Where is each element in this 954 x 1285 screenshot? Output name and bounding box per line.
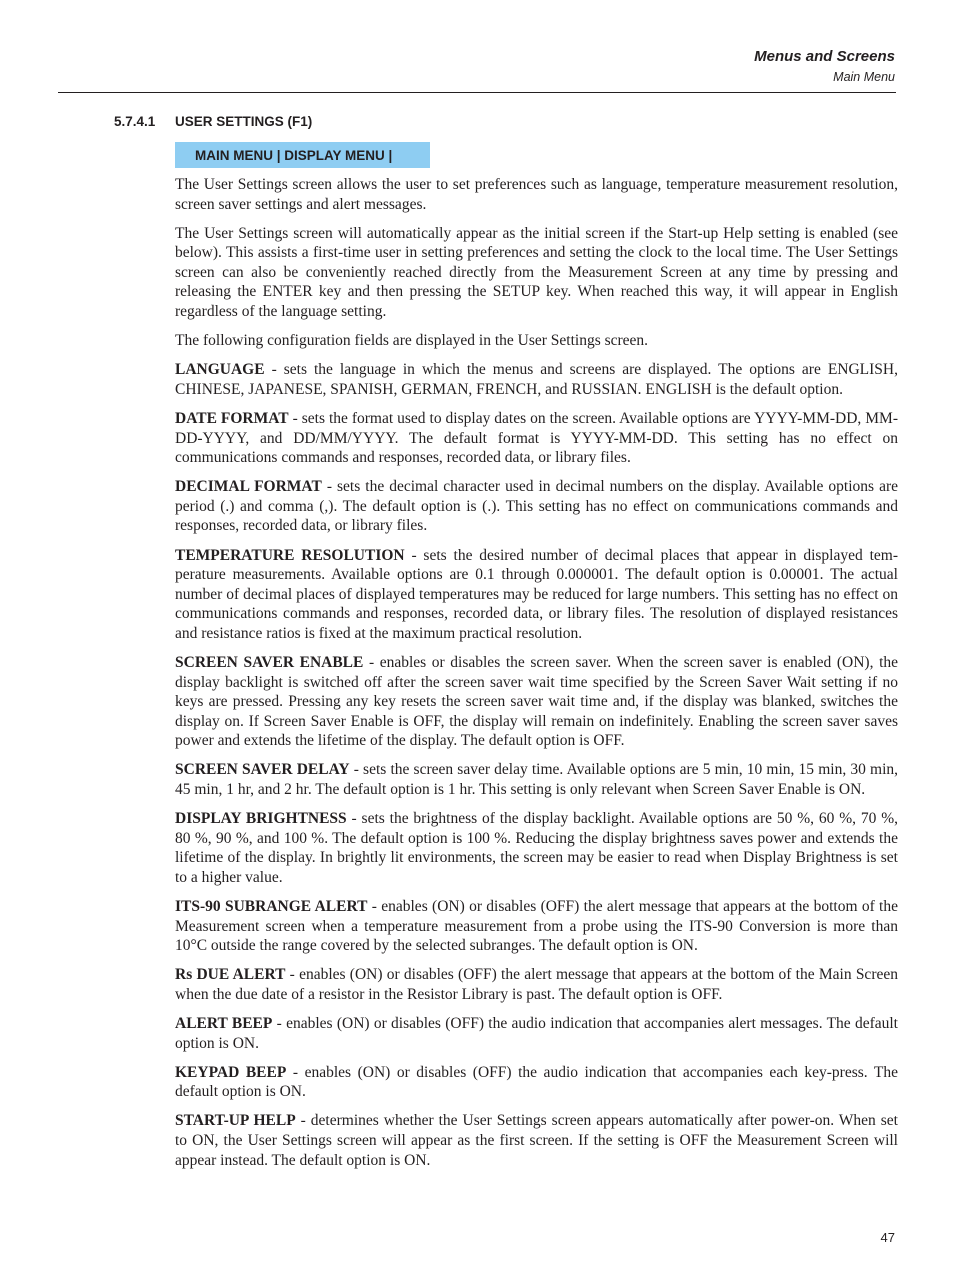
field-term: DISPLAY BRIGHTNESS	[175, 810, 347, 828]
field-screen-saver-enable	[175, 653, 898, 751]
field-display-brightness	[175, 809, 898, 887]
menu-breadcrumb: MAIN MENU | DISPLAY MENU |	[175, 142, 430, 168]
field-decimal-format	[175, 477, 898, 536]
field-screen-saver-delay	[175, 760, 898, 799]
field-description: - sets the screen saver delay time. Available options are 5 min, 10 min, 15 min, 30 min, 45 min, 1 hr, and 2 hr. The default option is 1 hr. This setting is only relevant when Screen Saver Enable is ON.	[175, 761, 898, 799]
field-description: - sets the decimal character used in decimal numbers on the display. Available options are period (.) and comma (,). The default option is (.). This setting has no effect on communications commands and responses, recorded data, or library files.	[175, 478, 898, 535]
page-number: 47	[880, 1230, 895, 1245]
section-number: 5.7.4.1	[114, 114, 156, 129]
field-description: - enables or disables the screen saver. When the screen saver is enabled (ON), the display backlight is switched off after the screen saver wait time specified by the Screen Saver Wait setting if no keys are pressed. Pressing any key resets the screen saver wait time and, if the display was blanked, switches the display on. If Screen Saver Enable is OFF, the display will remain on indefinitely. Enabling the screen saver saves power and extends the lifetime of the display. The default option is OFF.	[175, 653, 898, 750]
field-term: Rs DUE ALERT	[175, 966, 286, 984]
running-header-title: Menus and Screens	[754, 48, 895, 65]
field-description: - enables (ON) or disables (OFF) the audio indication that accompanies alert messages. The default option is ON.	[175, 1014, 898, 1052]
field-term: LANGUAGE	[175, 361, 265, 379]
body-text	[175, 175, 898, 1180]
field-term: TEMPERATURE RESOLUTION	[175, 546, 405, 564]
running-header-subtitle: Main Menu	[833, 70, 895, 84]
section-title: USER SETTINGS (F1)	[175, 114, 313, 129]
field-date-format	[175, 409, 898, 468]
field-term: SCREEN SAVER DELAY	[175, 761, 350, 779]
field-description: - sets the format used to display dates on the screen. Available options are YYYY-MM-DD, MM-DD-YYYY, and DD/MM/YYYY. The default format is YYYY-MM-DD. This setting has no effect on communications commands and responses, recorded data, or library files.	[175, 409, 898, 467]
field-description: - sets the brightness of the display backlight. Available options are 50 %, 60 %, 70 %, 80 %, 90 %, and 100 %. The default option is 100 %. Reducing the display brightness saves power and extends the lifetime of the display. In brightly lit environments, the screen may be easier to read when Display Brightness is set to a higher value.	[175, 810, 898, 886]
intro-paragraph: The User Settings screen allows the user to set preferences such as language, temperature measurement resolution, screen saver settings and alert messages.	[175, 176, 898, 213]
header-rule	[58, 92, 896, 93]
intro-paragraph: The User Settings screen will automatically appear as the initial screen if the Start-up Help setting is enabled (see below). This assists a first-time user in setting preferences and setting the clock to the local time. The User Settings screen can also be conveniently reached directly from the Measurement Screen at any time by pressing and releasing the ENTER key and then pressing the SETUP key. When reached this way, it will appear in English regardless of the language setting.	[175, 224, 898, 321]
field-description: - sets the desired number of decimal places that appear in displayed temperature measurements. Available options are 0.1 through 0.000001. The default option is 0.00001. The actual number of decimal places of displayed temperatures may be reduced for large numbers. This setting has no effect on communications commands and responses, recorded data, or library files. The resolution of displayed resistances and resistance ratios is fixed at the maximum practical resolution.	[175, 546, 898, 642]
field-term: ALERT BEEP	[175, 1014, 273, 1032]
field-temperature-resolution	[175, 546, 898, 644]
field-start-up-help	[175, 1111, 898, 1170]
field-term: KEYPAD BEEP	[175, 1063, 287, 1081]
field-term: START-UP HELP	[175, 1112, 296, 1130]
field-term: ITS-90 SUBRANGE ALERT	[175, 898, 368, 915]
field-term: DECIMAL FORMAT	[175, 478, 322, 496]
field-description: - sets the language in which the menus and screens are displayed. The options are ENGLISH, CHINESE, JAPANESE, SPANISH, GERMAN, FRENCH, and RUSSIAN. ENGLISH is the default option.	[175, 361, 898, 398]
field-its90-subrange-alert	[175, 897, 898, 956]
field-rs-due-alert	[175, 965, 898, 1004]
field-description: - determines whether the User Settings screen appears automatically after power-on. When set to ON, the User Settings screen will appear as the first screen. If the setting is OFF the Measurement Screen will appear instead. The default option is ON.	[175, 1112, 898, 1169]
field-alert-beep	[175, 1014, 898, 1053]
field-language	[175, 360, 898, 399]
field-description: - enables (ON) or disables (OFF) the alert message that appears at the bottom of the Measurement screen when a temperature measurement from a probe using the ITS-90 Conversion is more than 10°C outside the range covered by the selected subranges. The default option is ON.	[175, 898, 898, 955]
field-keypad-beep	[175, 1063, 898, 1102]
intro-paragraph: The following configuration fields are displayed in the User Settings screen.	[175, 332, 649, 350]
field-term: DATE FORMAT	[175, 409, 289, 427]
field-description: - enables (ON) or disables (OFF) the alert message that appears at the bottom of the Main Screen when the due date of a resistor in the Resistor Library is past. The default option is OFF.	[175, 966, 898, 1003]
field-description: - enables (ON) or disables (OFF) the audio indication that accompanies each key-press. The default option is ON.	[175, 1063, 899, 1101]
field-term: SCREEN SAVER ENABLE	[175, 653, 364, 671]
section-heading	[114, 114, 312, 129]
